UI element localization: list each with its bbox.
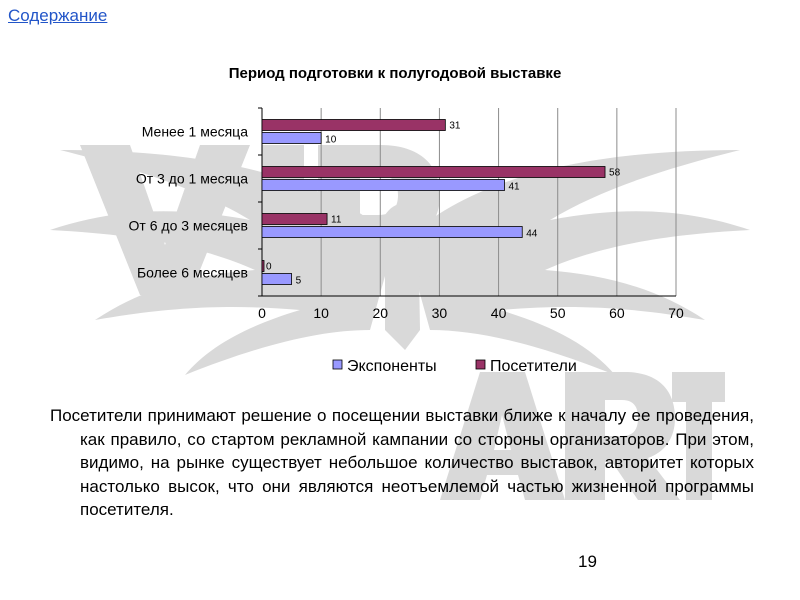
legend-label: Посетители <box>490 358 577 375</box>
bar-posetiteli <box>262 214 327 225</box>
data-label: 44 <box>526 228 538 240</box>
legend-swatch <box>476 360 485 369</box>
bar-eksponenty <box>262 180 504 191</box>
data-label: 0 <box>266 261 272 273</box>
x-tick-label: 20 <box>372 305 389 321</box>
data-label: 41 <box>508 181 520 193</box>
bar-posetiteli <box>262 167 605 178</box>
bar-eksponenty <box>262 133 321 144</box>
category-label: От 6 до 3 месяцев <box>128 217 248 234</box>
data-label: 5 <box>295 275 302 287</box>
data-label: 58 <box>609 167 621 179</box>
body-paragraph <box>50 404 754 522</box>
x-tick-label: 30 <box>431 305 448 321</box>
x-tick-label: 50 <box>549 305 566 321</box>
category-label: Менее 1 месяца <box>141 123 248 140</box>
category-label: От 3 до 1 месяца <box>135 170 248 187</box>
legend-swatch <box>333 360 342 369</box>
chart-legend <box>333 358 577 375</box>
bar-posetiteli <box>262 261 264 272</box>
x-tick-label: 0 <box>258 305 266 321</box>
x-tick-label: 10 <box>313 305 329 321</box>
bar-eksponenty <box>262 227 522 238</box>
legend-label: Экспоненты <box>347 358 437 375</box>
bar-posetiteli <box>262 120 445 131</box>
toc-link[interactable]: Содержание <box>8 6 108 25</box>
data-label: 11 <box>331 214 342 226</box>
x-tick-label: 60 <box>609 305 625 321</box>
page-number: 19 <box>578 552 597 571</box>
chart-title: Период подготовки к полугодовой выставке <box>228 65 562 82</box>
plot-area <box>129 108 684 321</box>
data-label: 31 <box>449 120 461 132</box>
x-tick-label: 70 <box>668 305 684 321</box>
category-label: Более 6 месяцев <box>136 264 248 281</box>
data-label: 10 <box>325 134 337 146</box>
x-tick-label: 40 <box>490 305 507 321</box>
body-paragraph-text: Посетители принимают решение о посещении выставки ближе к началу ее проведения, как правило, со стартом рекламной кампании со стороны организаторов. При этом, видимо, на рынке существует небольшое количество выставок, авторитет которых настолько высок, что они являются неотъемлемой частью жизненной программы посетителя. <box>50 406 754 519</box>
bar-eksponenty <box>262 274 292 285</box>
